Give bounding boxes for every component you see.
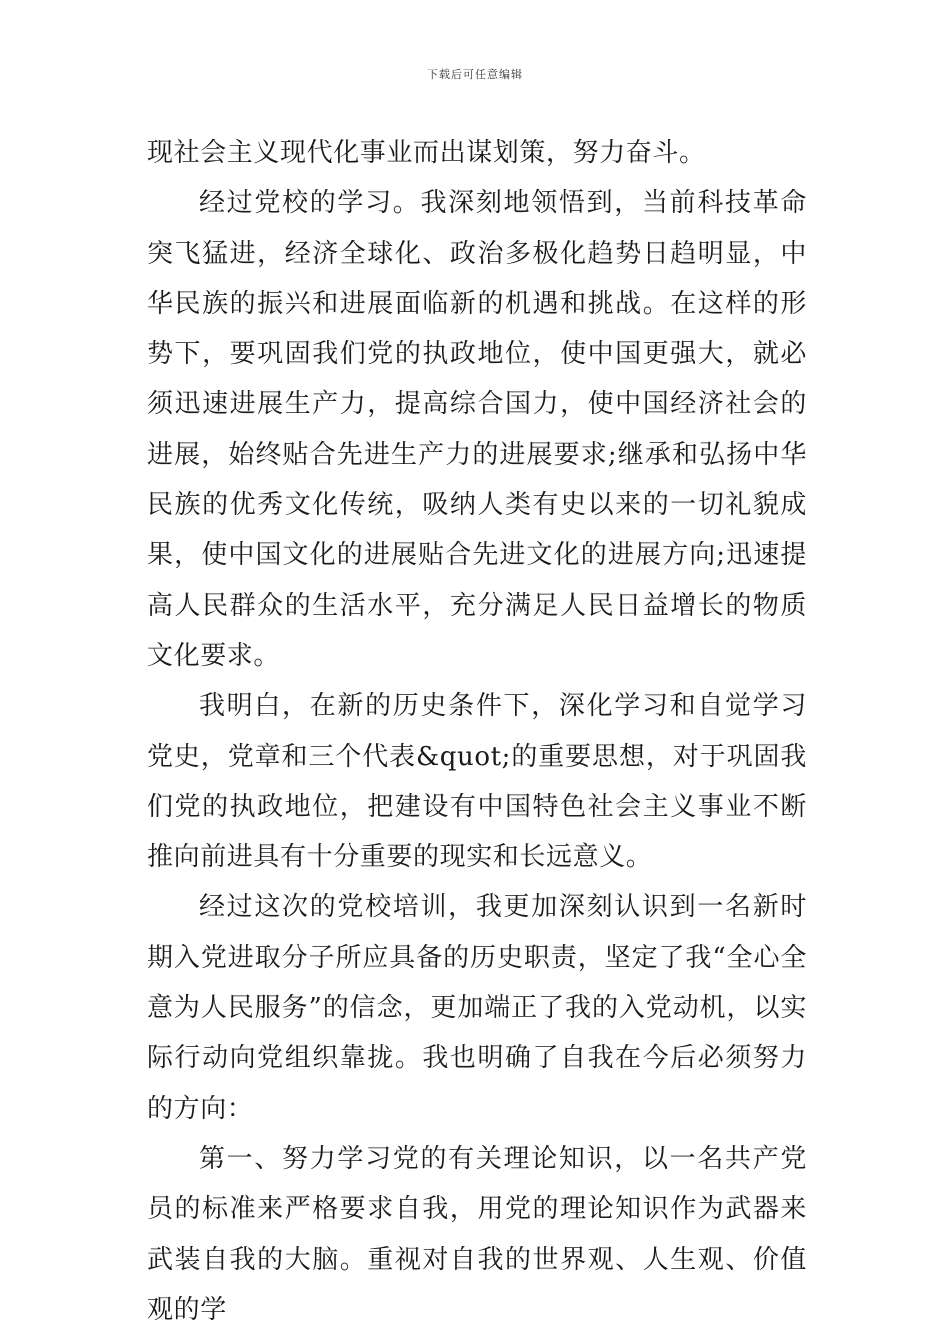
paragraph-2: 经过党校的学习。我深刻地领悟到，当前科技革命突飞猛进，经济全球化、政治多极化趋势日趋明显，中华民族的振兴和进展面临新的机遇和挑战。在这样的形势下，要巩固我们党的执政地位，使中国更强大，就必须迅速进展生产力，提高综合国力，使中国经济社会的进展，始终贴合先进生产力的进展要求;继承和弘扬中华民族的优秀文化传统，吸纳人类有史以来的一切礼貌成果，使中国文化的进展贴合先进文化的进展方向;迅速提高人民群众的生活水平，充分满足人民日益增长的物质文化要求。 [147,188,807,671]
paragraph-4: 经过这次的党校培训，我更加深刻认识到一名新时期入党进取分子所应具备的历史职责，坚定了我“全心全意为人民服务”的信念，更加端正了我的入党动机，以实际行动向党组织靠拢。我也明确了自我在今后必须努力的方向： [147,892,807,1124]
header-note: 下载后可任意编辑 [427,68,523,81]
paragraph-3: 我明白，在新的历史条件下，深化学习和自觉学习党史，党章和三个代表&quot;的重要思想，对于巩固我们党的执政地位，把建设有中国特色社会主义事业不断推向前进具有十分重要的现实和长远意义。 [147,691,807,873]
paragraph-5: 第一、努力学习党的有关理论知识，以一名共产党员的标准来严格要求自我，用党的理论知识作为武器来武装自我的大脑。重视对自我的世界观、人生观、价值观的学 [147,1143,807,1325]
paragraph-1: 现社会主义现代化事业而出谋划策，努力奋斗。 [147,138,706,168]
body-text [147,128,807,1335]
